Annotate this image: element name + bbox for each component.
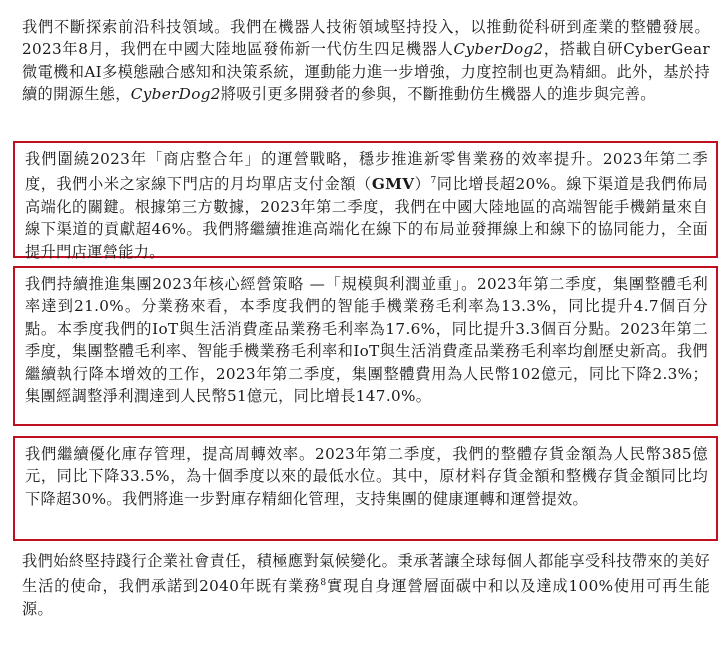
product-name-cyberdog2: CyberDog2 (130, 85, 221, 104)
product-name-cyberdog2: CyberDog2 (453, 40, 544, 59)
text-segment: ，搭載自研CyberGear微電機和AI多模態融合感知和決策系統，運動能力進一步增強，力度控制也更為精細。此外，基於持續的開源生態， (22, 40, 710, 104)
text-segment: 我們不斷探索前沿科技領域。我們在機器人技術領域堅持投入，以推動從科研到產業的整體發展。2023年8月，我們在中國大陸地區發佈新一代仿生四足機器人 (22, 18, 710, 59)
highlight-box-new-retail (13, 141, 718, 261)
text-segment: 我們持續推進集團2023年核心經營策略 —「規模與利潤並重」。2023年第二季度，集團整體毛利率達到21.0%。分業務來看，本季度我們的智能手機業務毛利率為13.3%，同比提升4.7個百分點。本季度我們的IoT與生活消費產品業務毛利率為17.6%，同比提升3.3個百分點。2023年第二季度，集團整體毛利率、智能手機業務毛利率和IoT與生活消費產品業務毛利率均創歷史新高。我們繼續執行降本增效的工作，2023年第二季度，集團整體費用為人民幣102億元，同比下降2.3%；集團經調整淨利潤達到人民幣51億元，同比增長147.0%。 (25, 275, 708, 406)
text-segment: 將吸引更多開發者的參與，不斷推動仿生機器人的進步與完善。 (220, 85, 656, 104)
text-segment: ） (414, 175, 431, 194)
text-segment: 實現自身運營層面碳中和以及達成100%使用可再生能源。 (22, 577, 710, 618)
text-segment: 我們圍繞2023年「商店整合年」的運營戰略，穩步推進新零售業務的效率提升。2023年第二季度，我們小米之家線下門店的月均單店支付金額（ (25, 150, 708, 194)
text-segment: 我們始終堅持踐行企業社會責任，積極應對氣候變化。秉承著讓全球每個人都能享受科技帶來的美好生活的使命，我們承諾到2040年既有業務 (22, 552, 710, 596)
footnote-marker-7: 7 (430, 176, 437, 187)
paragraph-inventory (25, 443, 708, 510)
highlight-box-inventory (13, 436, 718, 541)
text-segment: 我們繼續優化庫存管理，提高周轉效率。2023年第二季度，我們的整體存貨金額為人民幣385億元，同比下降33.5%，為十個季度以來的最低水位。其中，原材料存貨金額和整機存貨金額同比均下降超30%。我們將進一步對庫存精細化管理，支持集團的健康運轉和運營提效。 (25, 445, 708, 508)
paragraph-csr (22, 550, 710, 620)
text-segment: 同比增長超20%。線下渠道是我們佈局高端化的關鍵。根據第三方數據，2023年第二季度，我們在中國大陸地區的高端智能手機銷量來自線下渠道的貢獻超46%。我們將繼續推進高端化在線下的布局並發揮線上和線下的協同能力，全面提升門店運營能力。 (25, 175, 709, 261)
highlight-box-gross-margin (13, 266, 718, 426)
gmv-label: GMV (371, 175, 415, 194)
paragraph-innovation (22, 16, 710, 106)
paragraph-new-retail (25, 148, 708, 263)
footnote-marker-8: 8 (320, 578, 327, 589)
paragraph-gross-margin (25, 273, 708, 407)
